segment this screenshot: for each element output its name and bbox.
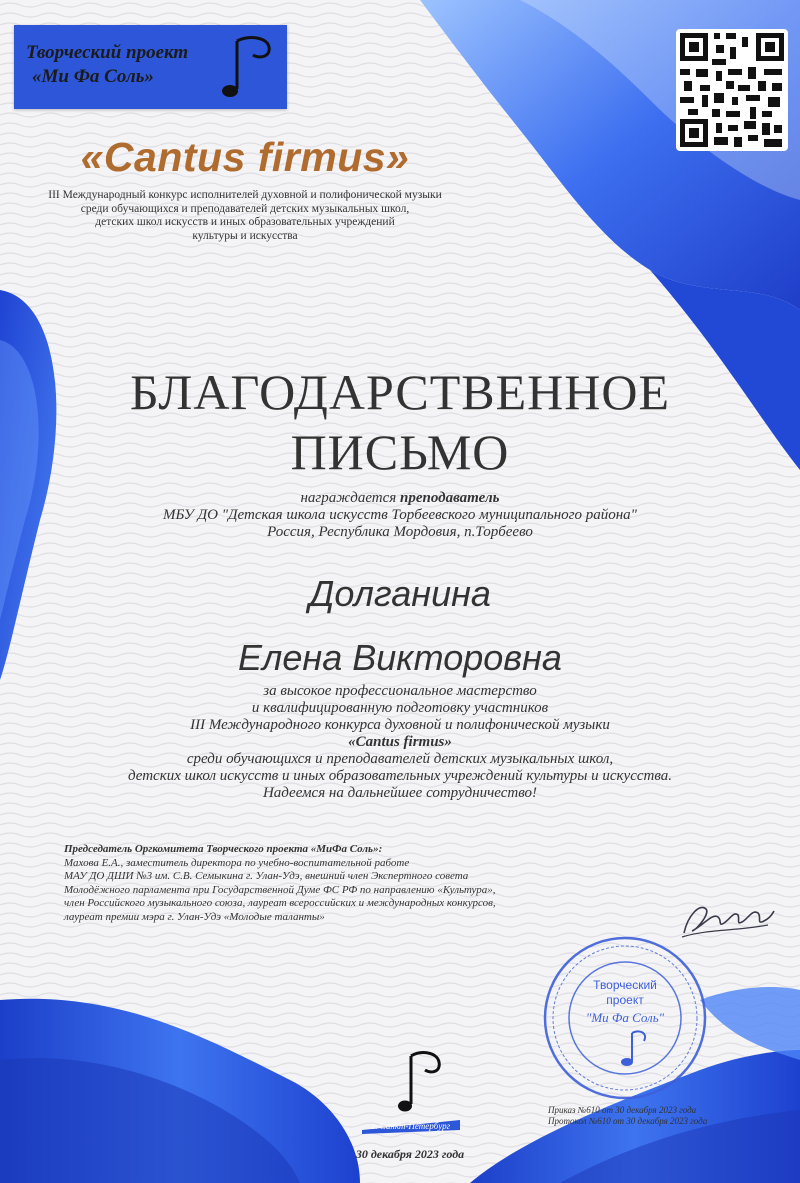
award-location: Россия, Республика Мордовия, п.Торбеево	[267, 524, 533, 540]
reason-line: и квалифицированную подготовку участников	[251, 700, 549, 716]
reason-line: «Cantus firmus»	[348, 734, 452, 750]
stamp-line1: Творческий	[593, 978, 657, 992]
stamp-seal-icon	[540, 933, 710, 1103]
reason-line: III Международного конкурса духовной и полифонической музыки	[190, 717, 610, 733]
brand-title	[26, 41, 188, 89]
stamp-line3: "Ми Фа Соль"	[585, 1010, 665, 1025]
chair-line: лауреат премии мэра г. Улан-Удэ «Молодые таланты»	[64, 910, 325, 923]
chair-line: МАУ ДО ДШИ №3 им. С.В. Семыкина г. Улан-Удэ, внешний член Экспертного совета	[64, 870, 469, 882]
reason-line: за высокое профессиональное мастерство	[263, 683, 537, 699]
award-org: МБУ ДО "Детская школа искусств Торбеевского муниципального района"	[163, 507, 637, 523]
brand-line1: Творческий проект	[26, 42, 189, 63]
brand-line2: «Ми Фа Соль»	[32, 66, 154, 87]
brand-box	[14, 25, 287, 109]
recipient-name	[0, 562, 800, 690]
chair-line: Молодёжного парламента при Государственной Думе ФС РФ по направлению «Культура»,	[64, 883, 496, 896]
contest-description	[0, 189, 490, 243]
city-label: г. Санкт-Петербург	[371, 1121, 451, 1131]
contest-desc-line: детских школ искусств и иных образовательных учреждений	[95, 216, 395, 228]
order-line: Приказ №610 от 30 декабря 2023 года	[548, 1105, 697, 1115]
contest-name: «Cantus firmus»	[80, 134, 410, 180]
protocol-line: Протокол №610 от 30 декабря 2023 года	[548, 1116, 708, 1126]
stamp-line2: проект	[606, 993, 644, 1007]
qr-code-icon	[676, 29, 788, 151]
recipient-surname: Долганина	[309, 573, 491, 614]
music-note-icon	[219, 33, 279, 103]
stamp	[540, 933, 710, 1103]
award-prefix: награждается	[300, 490, 400, 506]
reason-line: среди обучающихся и преподавателей детских музыкальных школ,	[186, 751, 614, 767]
contest-desc-line: III Международный конкурс исполнителей духовной и полифонической музыки	[48, 189, 442, 201]
contest-desc-line: культуры и искусства	[192, 229, 298, 242]
award-role-line	[0, 490, 800, 507]
contest-desc-line: среди обучающихся и преподавателей детских музыкальных школ,	[80, 202, 410, 215]
music-note-icon	[395, 1050, 445, 1120]
chair-info	[64, 843, 664, 924]
chair-lead: Председатель Оргкомитета Творческого проекта «МиФа Соль»:	[64, 843, 383, 855]
document-date: 30 декабря 2023 года	[355, 1147, 465, 1161]
award-role: преподаватель	[400, 490, 500, 506]
order-info	[548, 1105, 748, 1127]
reason-line: детских школ искусств и иных образовательных учреждений культуры и искусства.	[127, 768, 673, 784]
chair-line: член Российского музыкального союза, лауреат всероссийских и международных конкурсов,	[64, 897, 496, 909]
recipient-given: Елена Викторовна	[238, 637, 562, 678]
reason-line: Надеемся на дальнейшее сотрудничество!	[262, 785, 538, 801]
award-block	[0, 490, 800, 541]
title-line1: БЛАГОДАРСТВЕННОЕ	[129, 364, 671, 420]
chair-line: Махова Е.А., заместитель директора по учебно-воспитательной работе	[64, 856, 410, 869]
reason-block	[0, 683, 800, 802]
document-title	[0, 362, 800, 482]
title-line2: ПИСЬМО	[290, 424, 510, 480]
